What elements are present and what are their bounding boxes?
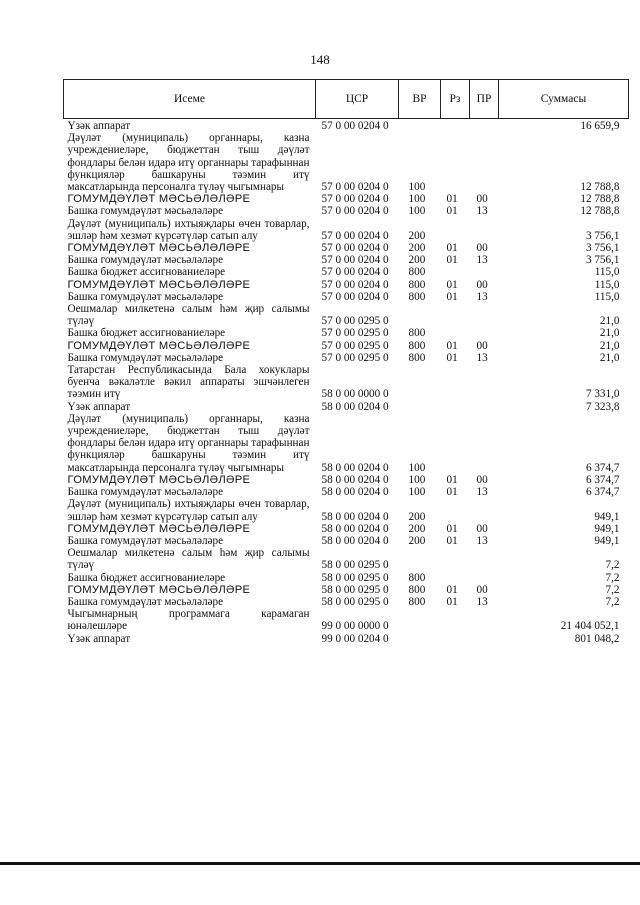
cell-pr — [470, 608, 499, 632]
cell-rz: 01 — [446, 351, 458, 364]
cell-csr: 99 0 00 0000 0 — [321, 620, 389, 633]
cell-rz: 01 — [446, 534, 458, 547]
cell-pr: 00 — [476, 473, 488, 486]
cell-vr: 800 — [408, 339, 426, 352]
cell-pr: 00 — [476, 278, 488, 291]
cell-name: ГОМУМДӘҮЛӘТ МӘСЬӘЛӘЛӘРЕ — [67, 522, 251, 535]
cell-vr: 800 — [408, 278, 426, 291]
cell-sum: 6 374,7 — [585, 473, 620, 486]
header-sum: Суммасы — [499, 80, 629, 119]
cell-name: ГОМУМДӘҮЛӘТ МӘСЬӘЛӘЛӘРЕ — [67, 278, 251, 291]
cell-vr: 200 — [408, 254, 426, 267]
cell-sum: 115,0 — [594, 278, 620, 291]
cell-vr: 800 — [408, 595, 426, 608]
cell-pr — [470, 266, 499, 278]
cell-name: Башка гомумдәүләт мәсьәләләре — [67, 486, 224, 499]
cell-name: Башка гомумдәүләт мәсьәләләре — [67, 254, 224, 267]
cell-pr — [470, 572, 499, 584]
cell-name: Оешмалар милкетенә салым һәм җир салымы түләү — [67, 303, 310, 328]
cell-name: Башка гомумдәүләт мәсьәләләре — [67, 290, 224, 303]
table-row — [64, 572, 629, 584]
cell-pr — [470, 327, 499, 339]
cell-sum: 7 323,8 — [585, 400, 620, 413]
cell-vr: 800 — [408, 290, 426, 303]
cell-vr: 100 — [408, 461, 426, 474]
header-name: Исеме — [64, 80, 316, 119]
cell-rz — [441, 498, 470, 522]
table-row — [64, 608, 629, 632]
cell-pr: 13 — [476, 351, 488, 364]
cell-rz: 01 — [446, 205, 458, 218]
cell-rz — [441, 119, 470, 133]
page-number: 148 — [310, 52, 330, 67]
cell-rz: 01 — [446, 522, 458, 535]
cell-pr — [470, 132, 499, 193]
cell-csr: 57 0 00 0204 0 — [321, 205, 389, 218]
cell-csr: 58 0 00 0000 0 — [321, 388, 389, 401]
cell-pr: 00 — [476, 193, 488, 206]
table-row — [64, 254, 629, 266]
cell-pr: 13 — [476, 486, 488, 499]
table-row — [64, 132, 629, 193]
cell-name: Башка бюджет ассигнованиеләре — [67, 266, 226, 279]
cell-vr: 800 — [408, 266, 426, 279]
cell-vr: 100 — [408, 181, 426, 194]
cell-rz — [441, 633, 470, 645]
cell-csr: 57 0 00 0204 0 — [321, 254, 389, 267]
cell-csr: 58 0 00 0204 0 — [321, 534, 389, 547]
cell-sum: 3 756,1 — [585, 254, 620, 267]
cell-name: Үзәк аппарат — [67, 120, 131, 132]
cell-sum: 949,1 — [594, 534, 620, 547]
table-row — [64, 535, 629, 547]
cell-sum: 3 756,1 — [585, 242, 620, 255]
header-rz: Рз — [441, 80, 470, 119]
cell-sum: 12 788,8 — [580, 181, 620, 194]
cell-vr: 200 — [408, 534, 426, 547]
cell-sum: 21,0 — [599, 315, 620, 328]
cell-csr: 57 0 00 0204 0 — [321, 181, 389, 194]
cell-rz — [441, 364, 470, 401]
cell-name: Дәүләт (муниципаль) ихтыяҗлары өчен товарлар, эшләр һәм хезмәт күрсәтүләр сатып алу — [67, 217, 310, 242]
cell-name: Чыгымнарның программага карамаган юнәлешләре — [67, 608, 310, 633]
cell-sum: 115,0 — [594, 290, 620, 303]
table-body — [64, 119, 629, 645]
cell-pr — [470, 498, 499, 522]
cell-rz: 01 — [446, 290, 458, 303]
table-row — [64, 193, 629, 205]
cell-csr: 57 0 00 0204 0 — [321, 290, 389, 303]
cell-pr — [470, 413, 499, 474]
table-row — [64, 352, 629, 364]
table-row — [64, 279, 629, 291]
cell-sum: 12 788,8 — [580, 193, 620, 206]
cell-name: Башка гомумдәүләт мәсьәләләре — [67, 205, 224, 218]
cell-name: Дәүләт (муниципаль) ихтыяҗлары өчен товарлар, эшләр һәм хезмәт күрсәтүләр сатып алу — [67, 498, 310, 523]
page-bottom-rule — [0, 862, 640, 865]
cell-vr: 200 — [408, 510, 426, 523]
cell-name: Оешмалар милкетенә салым һәм җир салымы түләү — [67, 547, 310, 572]
cell-csr: 58 0 00 0295 0 — [321, 595, 389, 608]
table-row — [64, 413, 629, 474]
cell-rz — [441, 266, 470, 278]
cell-pr: 13 — [476, 254, 488, 267]
cell-rz — [441, 547, 470, 571]
cell-sum: 21,0 — [599, 351, 620, 364]
cell-sum: 21,0 — [599, 339, 620, 352]
cell-csr: 57 0 00 0204 0 — [321, 120, 389, 132]
header-csr: ЦСР — [316, 80, 399, 119]
cell-name: Татарстан Республикасында Бала хокуклары буенча вәкаләтле вәкил аппараты эшчәнлеген тәэмин итү — [67, 364, 310, 401]
cell-csr: 58 0 00 0204 0 — [321, 473, 389, 486]
cell-pr: 00 — [476, 583, 488, 596]
header-vr: ВР — [399, 80, 441, 119]
cell-csr: 58 0 00 0204 0 — [321, 461, 389, 474]
cell-csr: 57 0 00 0204 0 — [321, 193, 389, 206]
cell-rz: 01 — [446, 473, 458, 486]
cell-vr: 800 — [408, 583, 426, 596]
cell-csr: 57 0 00 0204 0 — [321, 242, 389, 255]
cell-sum: 7,2 — [605, 583, 620, 596]
cell-csr: 57 0 00 0204 0 — [321, 278, 389, 291]
table-row — [64, 401, 629, 413]
cell-sum: 6 374,7 — [585, 461, 620, 474]
cell-vr — [399, 364, 441, 401]
cell-name: Үзәк аппарат — [67, 400, 131, 413]
table-row — [64, 327, 629, 339]
cell-vr: 800 — [408, 351, 426, 364]
cell-sum: 7,2 — [605, 571, 620, 584]
cell-pr: 13 — [476, 595, 488, 608]
cell-pr: 13 — [476, 290, 488, 303]
table-row — [64, 205, 629, 217]
cell-rz — [441, 401, 470, 413]
cell-sum: 12 788,8 — [580, 205, 620, 218]
cell-vr — [399, 119, 441, 133]
cell-vr — [399, 608, 441, 632]
cell-name: ГОМУМДӘҮЛӘТ МӘСЬӘЛӘЛӘРЕ — [67, 242, 251, 255]
cell-vr: 100 — [408, 193, 426, 206]
cell-pr: 00 — [476, 339, 488, 352]
cell-name: ГОМУМДӘҮЛӘТ МӘСЬӘЛӘЛӘРЕ — [67, 473, 251, 486]
cell-rz — [441, 327, 470, 339]
table-row — [64, 364, 629, 401]
table-row — [64, 291, 629, 303]
table-row — [64, 486, 629, 498]
cell-rz — [441, 132, 470, 193]
table-row — [64, 119, 629, 133]
cell-vr: 100 — [408, 473, 426, 486]
cell-sum: 949,1 — [594, 510, 620, 523]
cell-name: Башка бюджет ассигнованиеләре — [67, 571, 226, 584]
cell-rz: 01 — [446, 278, 458, 291]
cell-name: Башка гомумдәүләт мәсьәләләре — [67, 351, 224, 364]
cell-pr — [470, 633, 499, 645]
cell-vr: 100 — [408, 486, 426, 499]
cell-pr — [470, 364, 499, 401]
cell-sum: 3 756,1 — [585, 229, 620, 242]
table-row — [64, 340, 629, 352]
cell-name: Башка гомумдәүләт мәсьәләләре — [67, 534, 224, 547]
cell-pr — [470, 401, 499, 413]
cell-vr: 200 — [408, 522, 426, 535]
cell-rz — [441, 572, 470, 584]
table-row — [64, 633, 629, 645]
cell-pr: 13 — [476, 534, 488, 547]
cell-pr — [470, 547, 499, 571]
cell-rz: 01 — [446, 242, 458, 255]
cell-csr: 58 0 00 0204 0 — [321, 486, 389, 499]
cell-name: ГОМУМДӘҮЛӘТ МӘСЬӘЛӘЛӘРЕ — [67, 583, 251, 596]
table-row — [64, 303, 629, 327]
cell-vr: 100 — [408, 205, 426, 218]
cell-pr: 13 — [476, 205, 488, 218]
cell-rz: 01 — [446, 339, 458, 352]
cell-csr: 57 0 00 0204 0 — [321, 229, 389, 242]
cell-rz: 01 — [446, 595, 458, 608]
cell-csr: 58 0 00 0295 0 — [321, 559, 389, 572]
cell-rz: 01 — [446, 486, 458, 499]
table-header-row — [64, 80, 629, 119]
cell-name: Үзәк аппарат — [67, 632, 131, 645]
cell-vr: 800 — [408, 571, 426, 584]
cell-rz — [441, 218, 470, 242]
cell-sum: 21,0 — [599, 327, 620, 340]
cell-pr — [470, 303, 499, 327]
cell-name: ГОМУМДӘҮЛӘТ МӘСЬӘЛӘЛӘРЕ — [67, 339, 251, 352]
budget-table — [63, 79, 629, 645]
cell-sum: 6 374,7 — [585, 486, 620, 499]
table-row — [64, 498, 629, 522]
cell-csr: 57 0 00 0295 0 — [321, 351, 389, 364]
cell-csr: 58 0 00 0204 0 — [321, 510, 389, 523]
cell-rz — [441, 413, 470, 474]
cell-name: ГОМУМДӘҮЛӘТ МӘСЬӘЛӘЛӘРЕ — [67, 193, 251, 206]
cell-vr — [399, 633, 441, 645]
cell-name: Дәүләт (муниципаль) органнары, казна учреждениеләре, бюджеттан тыш дәүләт фондлары белән идарә итү органнары тарафыннан функцияләр башкаруны тәэмин итү максатларында персоналга түләү чыгымнары — [67, 412, 310, 474]
cell-csr: 58 0 00 0295 0 — [321, 583, 389, 596]
cell-csr: 58 0 00 0204 0 — [321, 400, 389, 413]
table-row — [64, 596, 629, 608]
cell-name: Башка бюджет ассигнованиеләре — [67, 327, 226, 340]
cell-name: Башка гомумдәүләт мәсьәләләре — [67, 595, 224, 608]
cell-rz — [441, 303, 470, 327]
cell-csr: 58 0 00 0204 0 — [321, 522, 389, 535]
cell-sum: 16 659,9 — [580, 120, 620, 132]
table-row — [64, 218, 629, 242]
table-row — [64, 474, 629, 486]
cell-sum: 801 048,2 — [574, 632, 620, 645]
cell-csr: 57 0 00 0204 0 — [321, 266, 389, 279]
cell-vr — [399, 547, 441, 571]
table-row — [64, 584, 629, 596]
cell-csr: 58 0 00 0295 0 — [321, 571, 389, 584]
cell-sum: 7,2 — [605, 595, 620, 608]
cell-sum: 115,0 — [594, 266, 620, 279]
table-row — [64, 523, 629, 535]
cell-vr — [399, 401, 441, 413]
cell-pr — [470, 218, 499, 242]
table-row — [64, 242, 629, 254]
cell-sum: 7 331,0 — [585, 388, 620, 401]
cell-name: Дәүләт (муниципаль) органнары, казна учреждениеләре, бюджеттан тыш дәүләт фондлары белән идарә итү органнары тарафыннан функцияләр башкаруны тәэмин итү максатларында персоналга түләү чыгымнары — [67, 132, 310, 194]
cell-rz: 01 — [446, 193, 458, 206]
cell-vr — [399, 303, 441, 327]
cell-sum: 7,2 — [605, 559, 620, 572]
cell-sum: 949,1 — [594, 522, 620, 535]
cell-csr: 57 0 00 0295 0 — [321, 339, 389, 352]
cell-vr: 800 — [408, 327, 426, 340]
cell-rz — [441, 608, 470, 632]
cell-pr — [470, 119, 499, 133]
cell-rz: 01 — [446, 254, 458, 267]
cell-pr: 00 — [476, 242, 488, 255]
header-pr: ПР — [470, 80, 499, 119]
table-row — [64, 547, 629, 571]
cell-vr: 200 — [408, 242, 426, 255]
table-row — [64, 266, 629, 278]
cell-rz: 01 — [446, 583, 458, 596]
cell-csr: 57 0 00 0295 0 — [321, 327, 389, 340]
cell-pr: 00 — [476, 522, 488, 535]
cell-sum: 21 404 052,1 — [560, 620, 620, 633]
cell-csr: 99 0 00 0204 0 — [321, 632, 389, 645]
cell-csr: 57 0 00 0295 0 — [321, 315, 389, 328]
cell-vr: 200 — [408, 229, 426, 242]
